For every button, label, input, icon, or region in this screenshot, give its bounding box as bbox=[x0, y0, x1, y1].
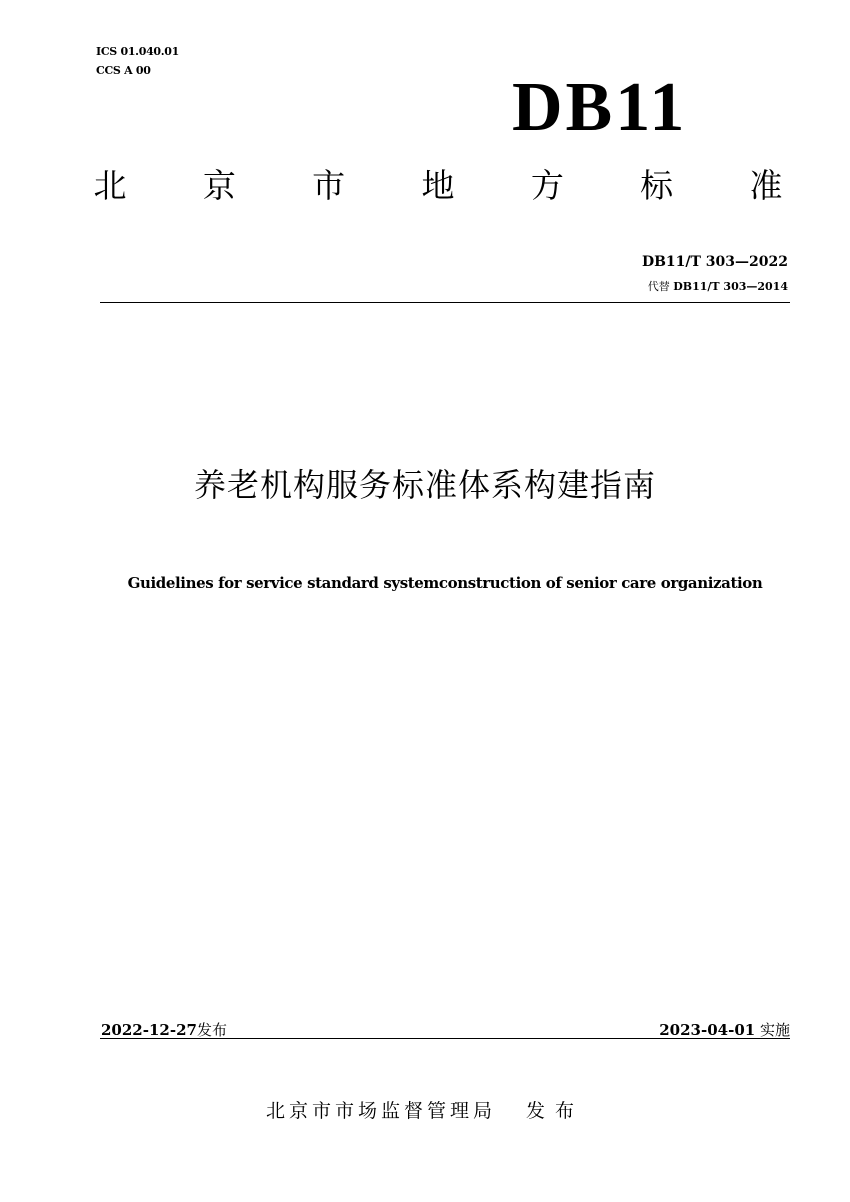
standard-type-char: 北 bbox=[93, 166, 127, 205]
publisher-organization: 北京市市场监督管理局 bbox=[265, 1100, 496, 1122]
standard-type-char: 地 bbox=[421, 166, 455, 205]
standard-type-heading bbox=[88, 164, 788, 208]
ccs-code: CCS A 00 bbox=[96, 64, 151, 77]
header-divider bbox=[100, 302, 790, 303]
standard-type-char: 方 bbox=[530, 166, 564, 205]
replaces-line bbox=[648, 279, 788, 295]
publish-date: 2022-12-27 bbox=[101, 1021, 197, 1039]
replaces-code: DB11/T 303—2014 bbox=[673, 280, 788, 293]
standard-type-char: 标 bbox=[640, 166, 674, 205]
footer-divider bbox=[100, 1038, 790, 1039]
classification-codes bbox=[96, 42, 179, 80]
publisher-action: 发布 bbox=[526, 1100, 585, 1122]
standard-type-char: 京 bbox=[202, 166, 236, 205]
standard-type-char: 准 bbox=[749, 166, 783, 205]
title-english: Guidelines for service standard systemconstruction of senior care organization bbox=[127, 574, 763, 592]
title-chinese: 养老机构服务标准体系构建指南 bbox=[193, 466, 656, 504]
implement-date: 2023-04-01 bbox=[659, 1021, 756, 1039]
implement-date-line bbox=[659, 1020, 790, 1040]
implement-label: 实施 bbox=[759, 1021, 790, 1039]
standard-type-char: 市 bbox=[312, 166, 346, 205]
db-code-logo: DB11 bbox=[512, 69, 688, 146]
replaces-label: 代替 bbox=[647, 280, 670, 293]
standard-number: DB11/T 303—2022 bbox=[641, 254, 788, 270]
publisher-line bbox=[0, 1097, 850, 1125]
ics-code: ICS 01.040.01 bbox=[96, 45, 180, 58]
publish-label: 发布 bbox=[196, 1021, 227, 1039]
publish-date-line bbox=[101, 1020, 227, 1040]
